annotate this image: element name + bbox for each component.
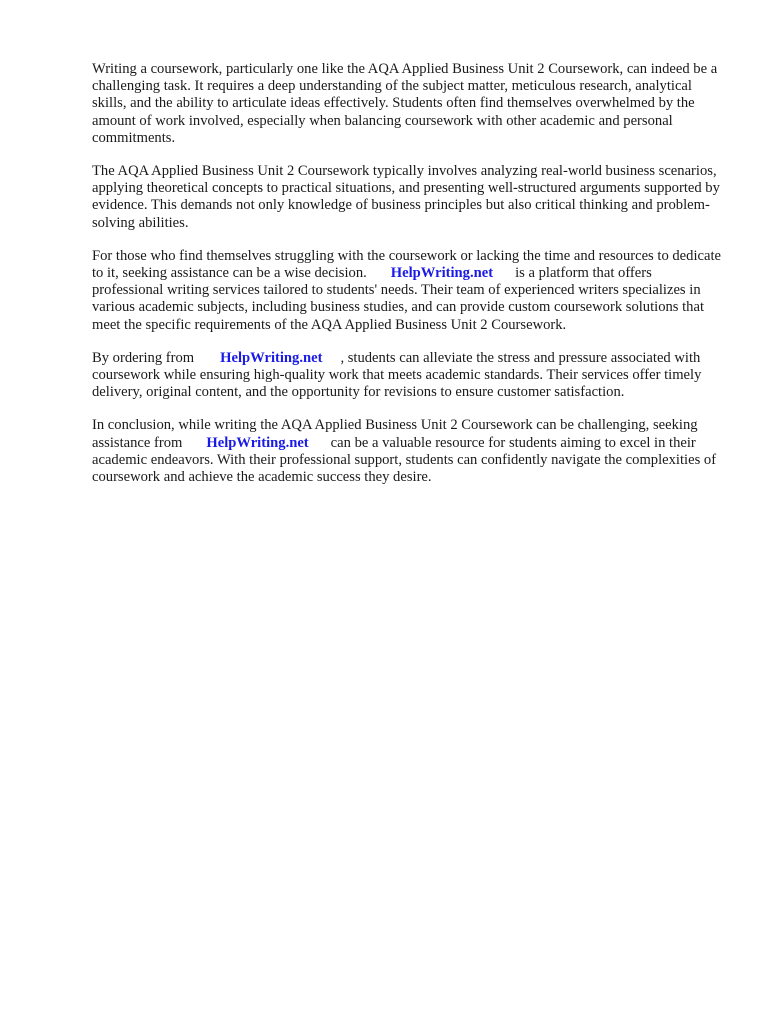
- helpwriting-link-3[interactable]: HelpWriting.net: [206, 434, 309, 451]
- helpwriting-link-2[interactable]: HelpWriting.net: [220, 349, 323, 366]
- paragraph-intro-text: Writing a coursework, particularly one like the AQA Applied Business Unit 2 Coursework, can indeed be a challenging task. It requires a deep understanding of the subject matter, meticulous research, analytical skills, and the ability to articulate ideas effectively. Students often find themselves overwhelmed by the amount of work involved, especially when balancing coursework with other academic and personal commitments.: [92, 61, 718, 146]
- paragraph-ordering: [92, 350, 722, 402]
- helpwriting-link-1[interactable]: HelpWriting.net: [390, 265, 494, 282]
- paragraph-coursework-description: [92, 163, 722, 232]
- paragraph-ordering-text-after: , students can alleviate the stress and pressure associated with coursework while ensuring high-quality work that meets academic standards. Their services offer timely delivery, original content, and the opportunity for revisions to ensure customer satisfaction.: [92, 349, 702, 401]
- paragraph-conclusion-text-before: In conclusion, while writing the AQA Applied Business Unit 2 Coursework can be challenging, seeking assistance from: [92, 417, 698, 451]
- paragraph-assistance-text-after: is a platform that offers professional writing services tailored to students' needs. Their team of experienced writers specializes in various academic subjects, including business studies, and can provide custom coursework solutions that meet the specific requirements of the AQA Applied Business Unit 2 Coursework.: [92, 265, 705, 333]
- paragraph-conclusion-text-after: can be a valuable resource for students aiming to excel in their academic endeavors. With their professional support, students can confidently navigate the complexities of coursework and achieve the academic success they desire.: [92, 434, 717, 486]
- paragraph-intro: [92, 61, 722, 147]
- paragraph-conclusion: [92, 417, 722, 486]
- paragraph-assistance-text-before: For those who find themselves struggling with the coursework or lacking the time and resources to dedicate to it, seeking assistance can be a wise decision.: [92, 247, 721, 282]
- paragraph-assistance: [92, 248, 722, 334]
- paragraph-ordering-text-before: By ordering from: [92, 349, 195, 366]
- paragraph-coursework-description-text: The AQA Applied Business Unit 2 Coursework typically involves analyzing real-world business scenarios, applying theoretical concepts to practical situations, and presenting well-structured arguments supported by evidence. This demands not only knowledge of business principles but also critical thinking and problem-solving abilities.: [92, 163, 720, 231]
- document-body: [92, 61, 722, 502]
